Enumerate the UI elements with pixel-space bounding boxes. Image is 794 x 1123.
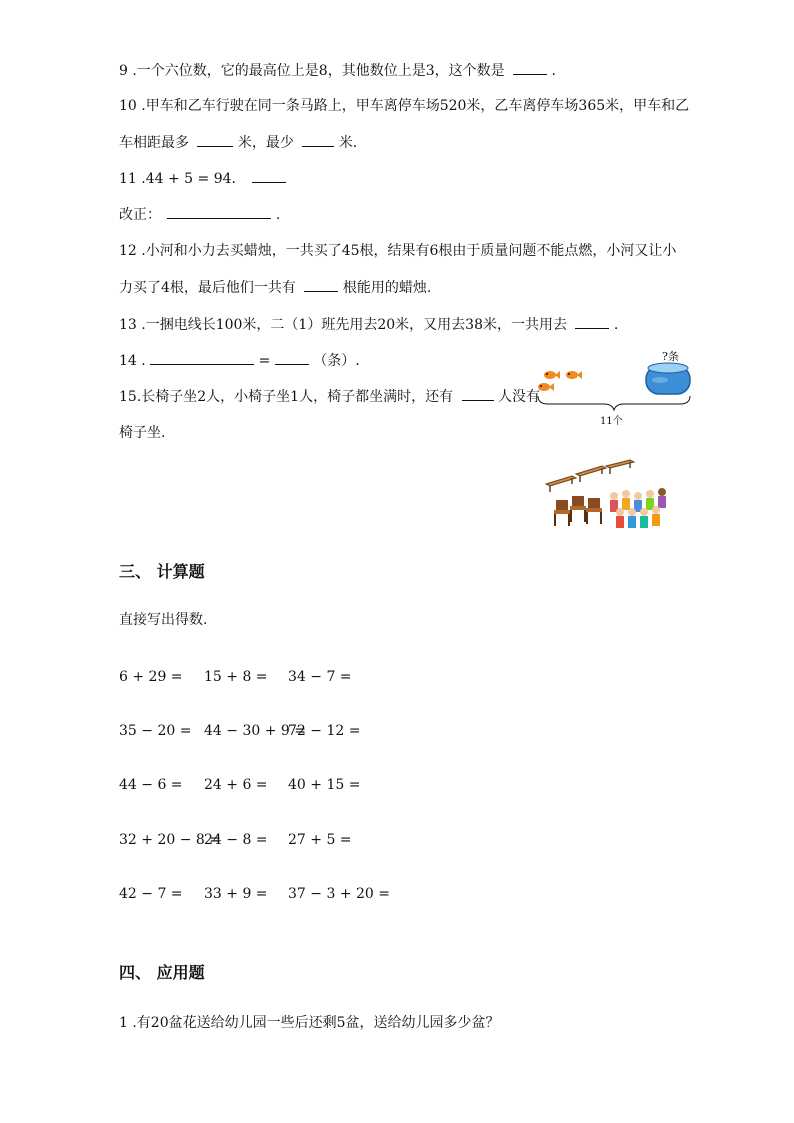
correction-end: . — [275, 207, 281, 223]
answer-blank[interactable] — [252, 168, 286, 183]
application-question-1: 1 .有20盆花送给幼儿园一些后还剩5盆，送给幼儿园多少盆？ — [119, 1015, 500, 1031]
question-12-line-2 — [119, 277, 431, 298]
answer-blank-max[interactable] — [197, 132, 233, 147]
question-12-text-a: 力买了4根，最后他们一共有 — [119, 280, 296, 296]
calc-item: 35 − 20 = — [119, 723, 192, 739]
question-13-end: . — [613, 317, 619, 333]
question-15-line-1 — [119, 386, 540, 407]
question-9-end: . — [551, 63, 556, 79]
fish-bowl-figure — [534, 346, 704, 430]
question-10-line-2 — [119, 132, 357, 153]
answer-blank-min[interactable] — [302, 132, 334, 147]
bench-icon — [606, 460, 634, 474]
question-13 — [119, 314, 618, 335]
calc-item: 6 + 29 = — [119, 669, 183, 685]
question-15-line-2: 椅子坐. — [119, 425, 166, 441]
answer-blank[interactable] — [462, 386, 494, 401]
calc-item: 44 − 6 = — [119, 777, 183, 793]
calc-item: 44 − 30 + 9 = — [204, 723, 306, 739]
total-count-label: 11个 — [600, 416, 623, 427]
question-10-text-a: 车相距最多 — [119, 135, 189, 151]
answer-blank[interactable] — [304, 277, 338, 292]
answer-blank[interactable] — [513, 60, 547, 75]
calc-item: 27 + 5 = — [288, 832, 352, 848]
equals-sign: = — [258, 353, 271, 369]
section-3-instruction: 直接写出得数. — [119, 612, 208, 628]
question-12-line-1: 12 .小河和小力去买蜡烛，一共买了45根，结果有6根由于质量问题不能点燃，小河又让小 — [119, 243, 677, 259]
answer-blank[interactable] — [575, 314, 609, 329]
question-10-line-1: 10 .甲车和乙车行驶在同一条马路上，甲车离停车场520米，乙车离停车场365米，甲车和乙 — [119, 98, 690, 114]
fish-icon — [538, 383, 554, 391]
calc-item: 34 − 7 = — [288, 669, 352, 685]
fish-icon — [544, 371, 560, 379]
calc-item: 32 + 20 − 8 = — [119, 832, 221, 848]
correction-label: 改正： — [119, 207, 161, 223]
fish-icon — [566, 371, 582, 379]
calc-item: 37 − 3 + 20 = — [288, 886, 390, 902]
brace-icon — [538, 396, 690, 410]
question-11-text: 11 .44 + 5 = 94． — [119, 171, 246, 187]
question-9-text: 9 .一个六位数，它的最高位上是8，其他数位上是3，这个数是 — [119, 63, 505, 79]
question-10-text-c: 米. — [338, 135, 358, 151]
question-15-text-a: 15.长椅子坐2人，小椅子坐1人，椅子都坐满时，还有 — [119, 389, 454, 405]
section-3-heading: 三、 计算题 — [119, 562, 205, 581]
question-11-correction — [119, 204, 280, 225]
question-10-text-b: 米，最少 — [237, 135, 294, 151]
calc-item: 33 + 9 = — [204, 886, 268, 902]
chairs-children-figure — [542, 456, 678, 536]
calc-item: 42 − 7 = — [119, 886, 183, 902]
question-14 — [119, 350, 360, 371]
question-14-suffix: （条）. — [313, 353, 360, 369]
question-13-text: 13 .一捆电线长100米，二（1）班先用去20米，又用去38米，一共用去 — [119, 317, 567, 333]
calc-item: 72 − 12 = — [288, 723, 361, 739]
bench-icon — [576, 466, 606, 482]
question-count-label: ?条 — [662, 350, 679, 363]
chair-icon — [586, 498, 602, 524]
equation-blank[interactable] — [150, 350, 254, 365]
chair-icon — [570, 496, 586, 522]
question-12-text-b: 根能用的蜡烛. — [342, 280, 432, 296]
question-14-prefix: 14 . — [119, 353, 146, 369]
fishbowl-icon — [646, 363, 690, 394]
calc-item: 40 + 15 = — [288, 777, 361, 793]
answer-blank[interactable] — [275, 350, 309, 365]
question-9 — [119, 60, 556, 81]
calc-item: 24 + 6 = — [204, 777, 268, 793]
section-4-heading: 四、 应用题 — [119, 963, 205, 982]
question-11 — [119, 168, 286, 189]
children-group-icon — [610, 488, 666, 528]
calc-item: 24 − 8 = — [204, 832, 268, 848]
calc-item: 15 + 8 = — [204, 669, 268, 685]
bench-icon — [546, 476, 576, 492]
chair-icon — [554, 500, 570, 526]
question-15-text-b: 人没有 — [497, 389, 540, 405]
correction-blank[interactable] — [167, 204, 271, 219]
